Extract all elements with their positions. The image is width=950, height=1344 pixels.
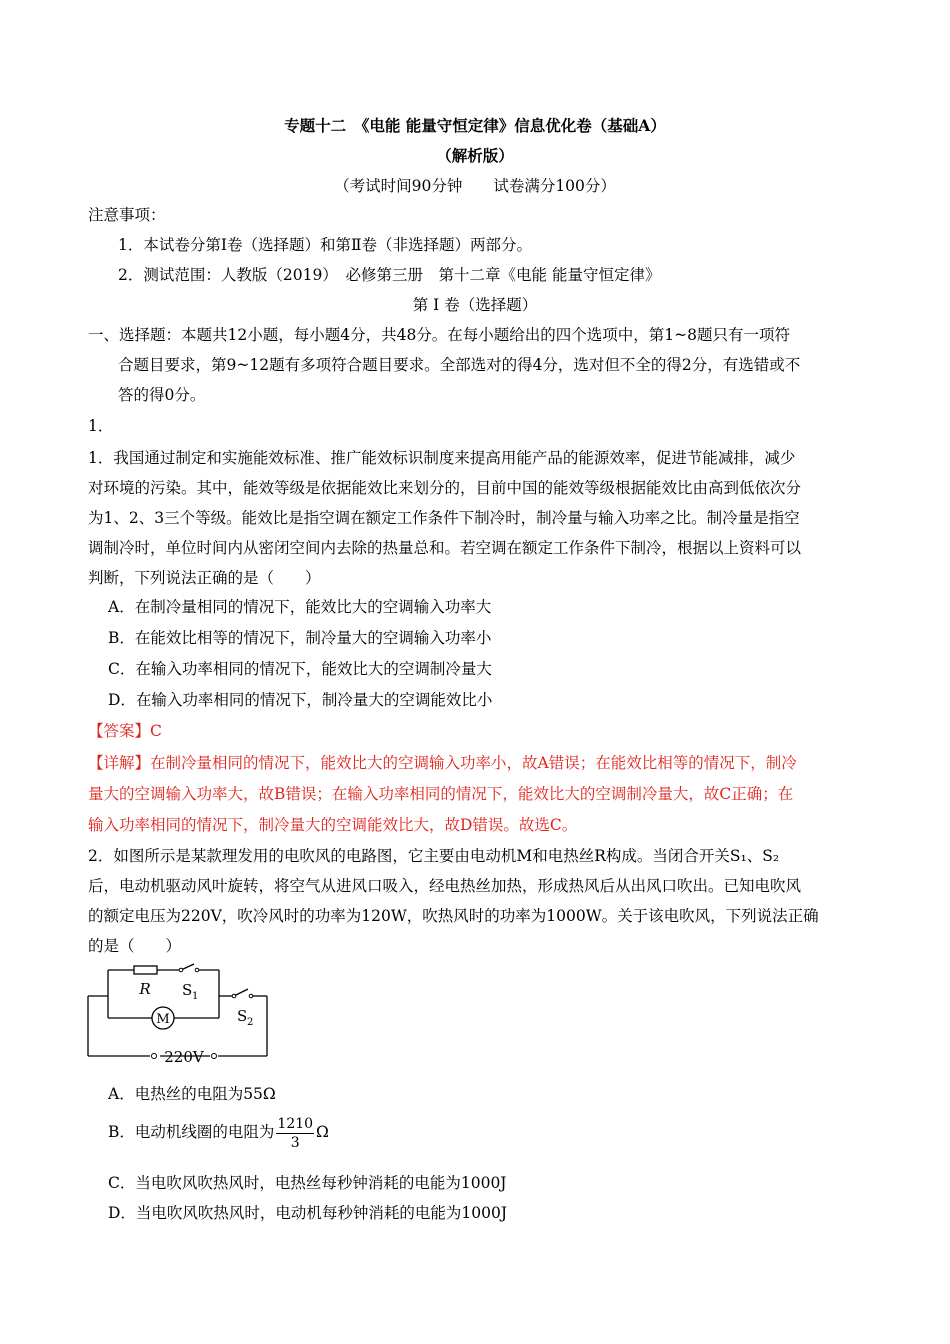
q1-stem-line-5: 判断，下列说法正确的是（ ） [88,569,321,587]
q1-stem-line-4: 调制冷时，单位时间内从密闭空间内去除的热量总和。若空调在额定工作条件下制冷，根据以上资料可以 [88,539,802,557]
q1-option-c: C．在输入功率相同的情况下，能效比大的空调制冷量大 [108,660,492,678]
q2-option-b-fraction [276,1115,314,1152]
circuit-diagram [84,962,274,1074]
q2-option-b [108,1114,862,1152]
q2-option-b-text: B．电动机线圈的电阻为 [108,1123,275,1141]
document-title: 专题十二 《电能 能量守恒定律》信息优化卷（基础A） [284,116,666,135]
q1-detail-line-3: 输入功率相同的情况下，制冷量大的空调能效比大，故D错误。故选C。 [88,816,578,834]
q2-stem-line-2: 后，电动机驱动风叶旋转，将空气从进风口吸入，经电热丝加热，形成热风后从出风口吹出。已知电吹风 [88,877,802,895]
switch2-subscript: 2 [247,1017,254,1028]
exam-info: （考试时间90分钟 试卷满分100分） [334,177,616,195]
q1-stem-line-2: 对环境的污染。其中，能效等级是依据能效比来划分的，目前中国的能效等级根据能效比由高到低依次分 [88,479,802,497]
q2-option-c: C．当电吹风吹热风时，电热丝每秒钟消耗的电能为1000J [108,1174,507,1192]
notes-heading: 注意事项： [88,206,166,224]
q1-option-d: D．在输入功率相同的情况下，制冷量大的空调能效比小 [108,691,493,709]
q2-stem-line-4: 的是（ ） [88,937,182,955]
q2-option-a: A．电热丝的电阻为55Ω [108,1085,276,1103]
fraction-numerator: 1210 [277,1115,314,1132]
voltage-label: 220V [164,1048,204,1066]
section-instructions-1: 一、选择题：本题共12小题，每小题4分，共48分。在每小题给出的四个选项中，第1~8题只有一项符 [88,326,791,344]
fraction-denominator: 3 [290,1134,300,1151]
q2-option-d: D．当电吹风吹热风时，电动机每秒钟消耗的电能为1000J [108,1204,508,1222]
switch1-subscript: 1 [192,991,199,1002]
resistor-label: R [139,980,151,998]
section-instructions-2: 合题目要求，第9~12题有多项符合题目要求。全部选对的得4分，选对但不全的得2分，有选错或不 [118,356,801,374]
q1-detail-line-1: 【详解】在制冷量相同的情况下，能效比大的空调输入功率小，故A错误；在能效比相等的情况下，制冷 [88,754,797,772]
q1-option-a: A．在制冷量相同的情况下，能效比大的空调输入功率大 [108,598,492,616]
q1-answer: 【答案】C [88,722,162,740]
q1-option-b: B．在能效比相等的情况下，制冷量大的空调输入功率小 [108,629,492,647]
switch1-label: S [182,981,193,999]
document-subtitle: （解析版） [436,146,514,165]
section-title: 第 Ⅰ 卷（选择题） [412,296,538,314]
motor-label: M [156,1012,170,1027]
notes-item-2: 2．测试范围：人教版（2019） 必修第三册 第十二章《电能 能量守恒定律》 [118,266,661,284]
q2-stem-line-3: 的额定电压为220V，吹冷风时的功率为120W，吹热风时的功率为1000W。关于该电吹风，下列说法正确 [88,907,819,925]
q2-stem-line-1: 2．如图所示是某款理发用的电吹风的电路图，它主要由电动机M和电热丝R构成。当闭合开关S₁、S₂ [88,847,780,865]
q1-stem-line-3: 为1、2、3三个等级。能效比是指空调在额定工作条件下制冷时，制冷量与输入功率之比。制冷量是指空 [88,509,800,527]
section-instructions-3: 答的得0分。 [118,386,206,404]
notes-item-1: 1．本试卷分第Ⅰ卷（选择题）和第Ⅱ卷（非选择题）两部分。 [118,236,533,254]
q2-option-b-unit: Ω [316,1123,329,1141]
q1-number-stub: 1． [88,417,114,435]
switch2-label: S [237,1007,248,1025]
resistor-symbol [134,966,157,974]
q1-stem-line-1: 1．我国通过制定和实施能效标准、推广能效标识制度来提高用能产品的能源效率，促进节能减排，减少 [88,449,796,467]
q1-detail-line-2: 量大的空调输入功率大，故B错误；在输入功率相同的情况下，能效比大的空调制冷量大，故C正确；在 [88,785,794,803]
